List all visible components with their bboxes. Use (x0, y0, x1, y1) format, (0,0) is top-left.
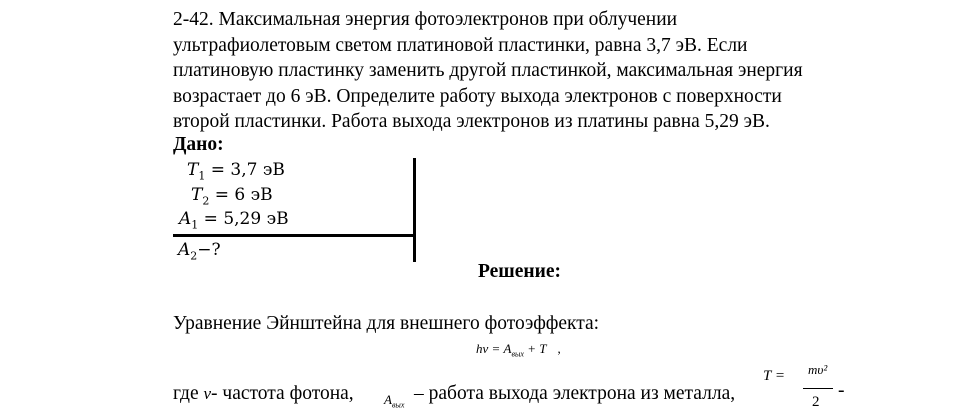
problem-statement (173, 7, 953, 135)
kinetic-energy-denominator: 2 (812, 394, 820, 410)
definitions-line: где ν- частота фотона, (173, 383, 354, 404)
solution-title: Решение: (478, 261, 562, 282)
problem-line-2: ультрафиолетовым светом платиновой пластинки, равна 3,7 эВ. Если (173, 34, 748, 56)
problem-line-5: второй пластинки. Работа выхода электронов из платины равна 5,29 эВ. (173, 111, 770, 132)
kinetic-energy-lhs: T = (763, 368, 785, 384)
given-row-t2: $T_2 = 6$ эВ (191, 185, 273, 208)
work-function-symbol: $A_{вых}$ (384, 392, 405, 410)
problem-line-3: платиновую пластинку заменить другой пластинкой, максимальная энергия (173, 60, 803, 81)
given-row-t1: $T_1 = 3,7$ эВ (187, 160, 285, 183)
kinetic-energy-numerator: mυ² (808, 362, 828, 377)
given-horizontal-divider (173, 234, 416, 237)
given-row-a1: $A_1 = 5,29$ эВ (179, 209, 289, 232)
given-vertical-divider (413, 158, 416, 262)
einstein-formula: $h\nu = A_{вых} + T$ , (476, 341, 561, 359)
work-function-description: – работа выхода электрона из металла, (414, 383, 736, 404)
given-row-find-a2: $A_2-$? (178, 240, 221, 263)
trailing-dash: - (838, 380, 845, 401)
fraction-bar (803, 388, 833, 389)
solution-intro: Уравнение Эйнштейна для внешнего фотоэффекта: (173, 313, 600, 334)
problem-line-1: 2-42. Максимальная энергия фотоэлектронов при облучении (173, 9, 678, 30)
given-title: Дано: (173, 134, 224, 155)
problem-line-4: возрастает до 6 эВ. Определите работу выхода электронов с поверхности (173, 85, 782, 107)
